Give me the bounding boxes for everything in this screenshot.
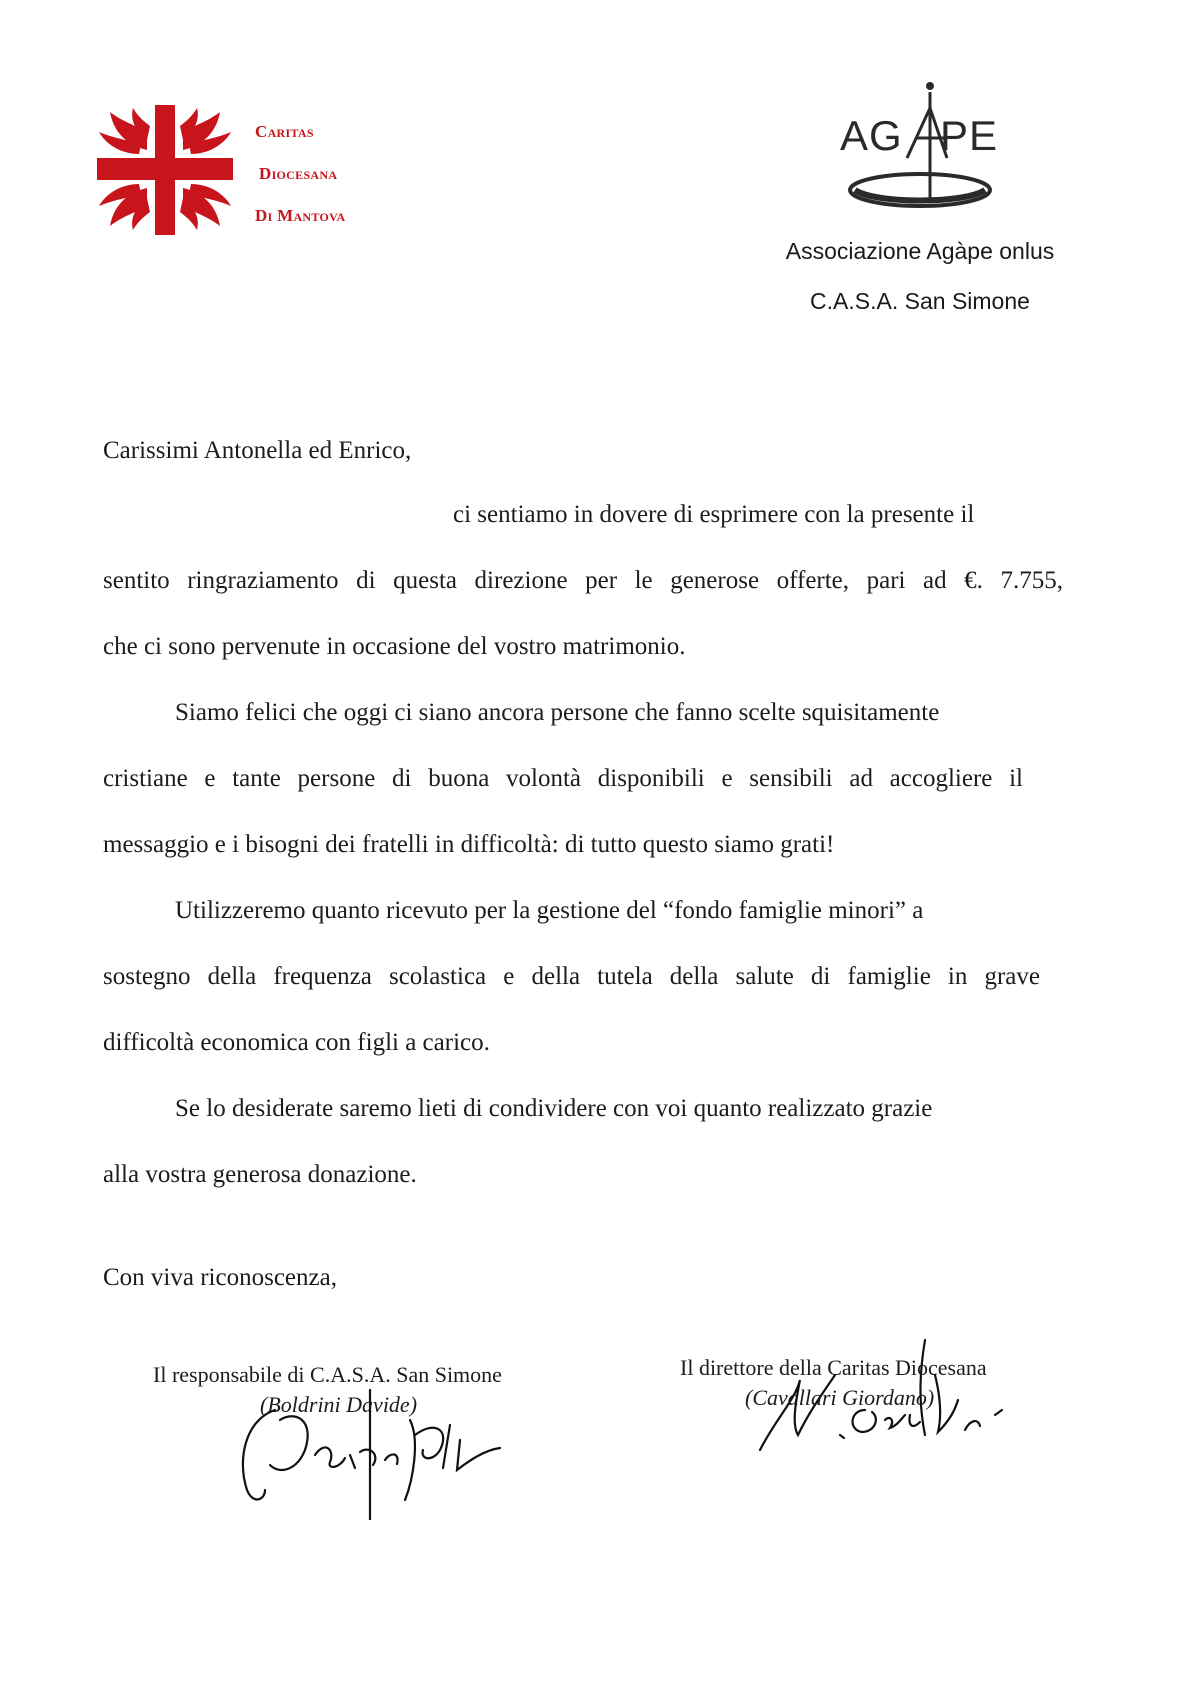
p1-line-1: ci sentiamo in dovere di esprimere con la presente il — [453, 501, 975, 528]
agape-house-name: C.A.S.A. San Simone — [810, 288, 1030, 314]
p4-line-2: alla vostra generosa donazione. — [103, 1161, 417, 1188]
handwritten-signature-right — [740, 1320, 1020, 1460]
signature-right-name: (Cavallari Giordano) — [745, 1385, 935, 1410]
signature-left-name: (Boldrini Davide) — [260, 1392, 418, 1417]
caritas-line-2: Diocesana — [259, 164, 338, 183]
p3-line-2: sostegno della frequenza scolastica e della tutela della salute di famiglie in grave — [103, 963, 1040, 990]
caritas-line-1: Caritas — [255, 122, 314, 141]
p4-line-1: Se lo desiderate saremo lieti di condividere con voi quanto realizzato grazie — [175, 1095, 933, 1122]
salutation: Carissimi Antonella ed Enrico, — [103, 437, 412, 464]
p2-line-3: messaggio e i bisogni dei fratelli in difficoltà: di tutto questo siamo grati! — [103, 831, 835, 858]
p2-line-1: Siamo felici che oggi ci siano ancora persone che fanno scelte squisitamente — [175, 699, 940, 726]
agape-org-name: Associazione Agàpe onlus — [785, 238, 1055, 264]
p1-line-3: che ci sono pervenute in occasione del vostro matrimonio. — [103, 633, 686, 660]
agape-logo-text-left: AG — [840, 112, 903, 159]
signature-right-role: Il direttore della Caritas Diocesana — [680, 1355, 987, 1380]
signature-left-role: Il responsabile di C.A.S.A. San Simone — [153, 1362, 502, 1387]
caritas-logo — [95, 100, 235, 240]
p2-line-2: cristiane e tante persone di buona volontà disponibili e sensibili ad accogliere il — [103, 765, 1023, 792]
p3-line-3: difficoltà economica con figli a carico. — [103, 1029, 490, 1056]
p1-line-2: sentito ringraziamento di questa direzione per le generose offerte, pari ad €. 7.755, — [103, 567, 1063, 594]
agape-logo-text-right: PE — [940, 112, 999, 159]
caritas-line-3: Di Mantova — [255, 206, 346, 225]
closing: Con viva riconoscenza, — [103, 1264, 337, 1291]
handwritten-signature-left — [235, 1380, 535, 1520]
p3-line-1: Utilizzeremo quanto ricevuto per la gestione del “fondo famiglie minori” a — [175, 897, 924, 924]
